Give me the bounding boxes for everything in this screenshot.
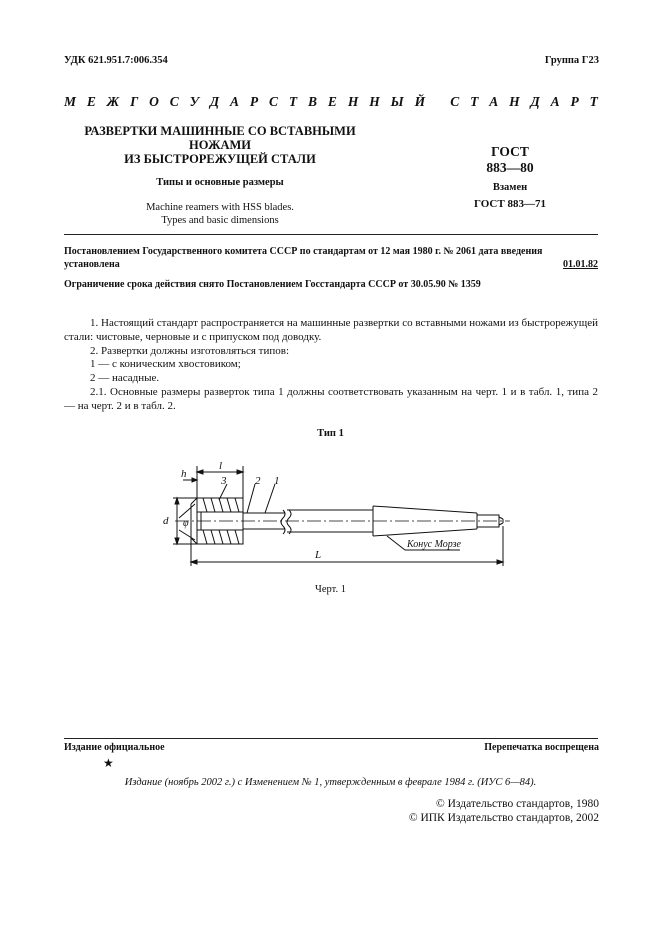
heading-letter: А: [550, 94, 560, 109]
official-edition: Издание официальное: [64, 742, 165, 753]
label-h: h: [181, 468, 187, 480]
heading-letter: Т: [470, 94, 479, 109]
decree: [64, 245, 598, 271]
title-en-line1: Machine reamers with HSS blades.: [146, 202, 294, 213]
group-code: Группа Г23: [544, 55, 599, 66]
heading-letter: А: [489, 94, 499, 109]
heading-letter: С: [169, 94, 179, 109]
interstate-standard-heading: [64, 94, 598, 110]
star-icon: ★: [103, 756, 114, 770]
heading-letter: Ж: [106, 94, 120, 109]
heading-letter: Р: [570, 94, 579, 109]
decree-line1: [64, 245, 598, 258]
heading-letter: А: [230, 94, 240, 109]
leader-1: [265, 484, 275, 513]
decree-line2: [64, 258, 598, 271]
heading-letter: Ы: [390, 94, 404, 109]
copyright-1980: © Издательство стандартов, 1980: [435, 798, 599, 810]
label-d: d: [163, 515, 169, 527]
gost-label: ГОСТ: [491, 144, 529, 159]
taper-top: [373, 506, 477, 513]
title-ru-line1: РАЗВЕРТКИ МАШИННЫЕ СО ВСТАВНЫМИ НОЖАМИ: [84, 124, 356, 152]
leader-2: [247, 484, 255, 513]
subtitle-ru: Типы и основные размеры: [156, 177, 284, 188]
paragraph-2: 2. Развертки должны изготовляться типов:: [90, 344, 289, 357]
taper-bottom: [373, 529, 477, 536]
heading-letter: В: [308, 94, 318, 109]
title-en-line2: Types and basic dimensions: [161, 215, 279, 226]
arrow-icon: [237, 470, 243, 474]
gost-number: 883—80: [486, 160, 534, 175]
heading-letter: Е: [327, 94, 337, 109]
arrow-icon: [191, 560, 197, 564]
break-line: [287, 510, 291, 534]
title-ru-line2: ИЗ БЫСТРОРЕЖУЩЕЙ СТАЛИ: [124, 152, 316, 166]
heading-letter: Р: [249, 94, 259, 109]
decree-established: установлена: [64, 259, 120, 270]
heading-letter: Е: [86, 94, 96, 109]
type-label: Тип 1: [317, 428, 344, 439]
heading-letter: Й: [414, 94, 426, 109]
label-part-3: 3: [221, 475, 227, 487]
heading-letter: Н: [369, 94, 380, 109]
heading-letter: Н: [347, 94, 359, 109]
decree-date: 01.01.82: [563, 259, 598, 270]
arrow-icon: [197, 470, 203, 474]
footer-divider: [64, 738, 598, 739]
paragraph-4: 2 — насадные.: [90, 372, 160, 385]
copyright-2002: © ИПК Издательство стандартов, 2002: [408, 812, 599, 824]
gost-block: [440, 144, 580, 210]
break-line: [281, 510, 285, 534]
arrow-icon: [175, 498, 179, 504]
heading-letter: Д: [209, 94, 220, 109]
heading-letter: Г: [130, 94, 139, 109]
phi-leader: [179, 504, 195, 518]
drawing-caption: Черт. 1: [315, 584, 346, 595]
label-morse-cone: Конус Морзе: [407, 539, 461, 550]
paragraph-1: 1. Настоящий стандарт распространяется на машинные развертки со вставными ножами из быстрорежущей стали: чистовые, черновые и с припуском под доводку.: [64, 317, 598, 343]
header-divider: [64, 234, 598, 235]
heading-letter: С: [269, 94, 279, 109]
replace-label: Взамен: [492, 182, 528, 193]
heading-letter: Т: [589, 94, 598, 109]
paragraph-5: 2.1. Основные размеры разверток типа 1 должны соответствовать указанным на черт. 1 и в табл. 1, типа 2 — на черт. 2 и в табл. 2.: [64, 385, 598, 412]
limit-removed-note: Ограничение срока действия снято Постановлением Госстандарта СССР от 30.05.90 № 1359: [64, 279, 481, 290]
title-block: [60, 124, 380, 227]
label-phi: φ: [183, 518, 189, 529]
label-L: L: [315, 549, 322, 561]
label-part-2: 2: [255, 475, 261, 487]
heading-letter: М: [64, 94, 77, 109]
reprint-prohibited: Перепечатка воспрещена: [484, 742, 599, 753]
heading-letter: Н: [509, 94, 520, 109]
label-l-top: l: [219, 460, 223, 472]
blade-hatch-bottom: [203, 530, 239, 544]
heading-letter: О: [149, 94, 159, 109]
heading-letter: С: [450, 94, 460, 109]
arrow-icon: [192, 478, 197, 482]
tang-chamfer: [499, 517, 503, 519]
body-text: [64, 317, 598, 414]
phi-leader: [179, 530, 195, 540]
heading-letter: У: [189, 94, 200, 109]
paragraph-3: 1 — с коническим хвостовиком;: [90, 358, 241, 371]
cone-leader: [387, 536, 405, 550]
label-part-1: 1: [274, 475, 280, 487]
copyright: [409, 797, 599, 825]
arrow-icon: [175, 538, 179, 544]
heading-letter: Д: [530, 94, 540, 109]
chamfer-top: [191, 498, 197, 504]
arrow-icon: [497, 560, 503, 564]
decree-text: Постановлением Государственного комитета СССР по стандартам от 12 мая 1980 г. № 2061 дата введения: [64, 246, 543, 257]
replace-standard: ГОСТ 883—71: [474, 198, 546, 210]
heading-letter: [436, 94, 439, 110]
edition-note: Издание (ноябрь 2002 г.) с Изменением № 1, утвержденным в феврале 1984 г. (ИУС 6—84).: [124, 777, 537, 788]
udk-code: УДК 621.951.7:006.354: [64, 55, 168, 66]
blade-hatch-top: [203, 498, 239, 512]
tang-chamfer: [499, 523, 503, 525]
heading-letter: Т: [288, 94, 298, 109]
reamer-drawing: [155, 460, 515, 575]
